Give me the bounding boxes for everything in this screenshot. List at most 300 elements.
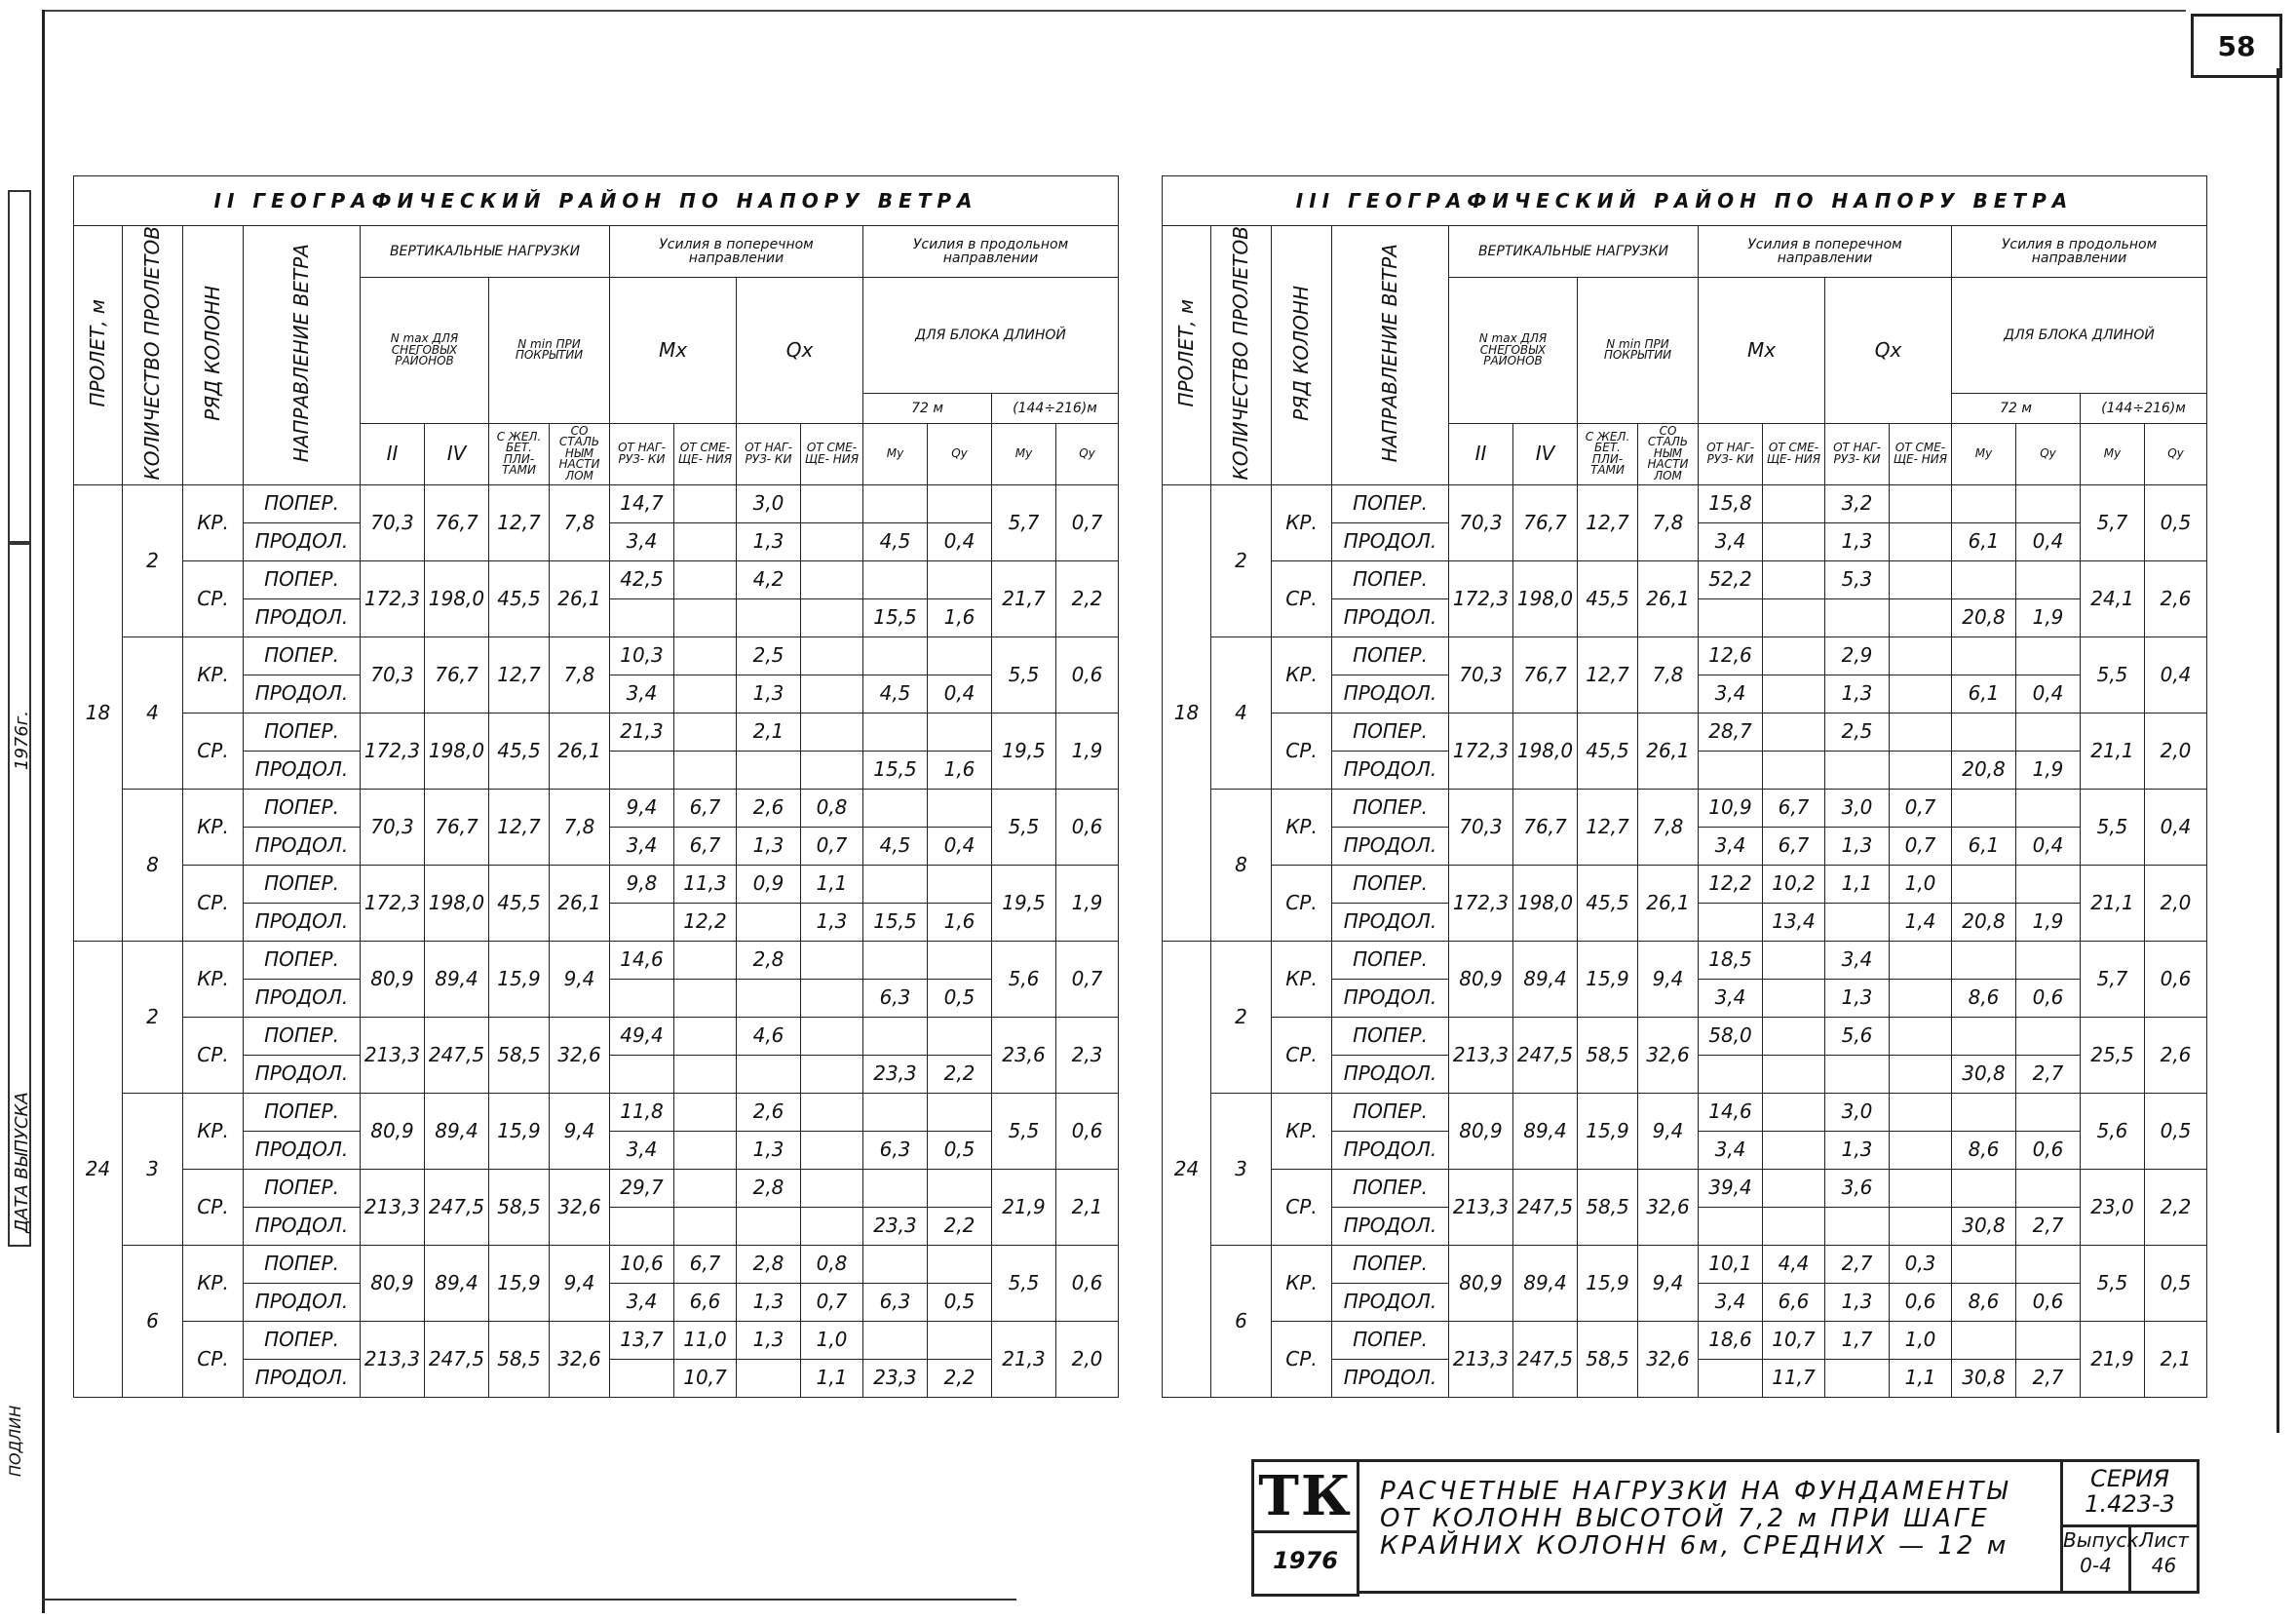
nmax-iv-value: 89,4 [1513,1245,1578,1321]
mx-load-value: 3,4 [610,1283,674,1321]
header-wind-direction [1332,226,1449,485]
nmin-rc-value: 15,9 [489,941,550,1017]
span-value: 24 [74,941,123,1397]
mx-shift-value: 6,6 [674,1283,737,1321]
my-72-value: 23,3 [863,1055,928,1093]
qx-load-value [737,1359,801,1397]
wind-direction-value: ПОПЕР. [1332,1093,1449,1131]
mx-load-value: 12,2 [1699,865,1763,903]
mx-load-value [610,1207,674,1245]
margin-stamp-top [8,190,31,545]
mx-shift-value [674,1169,737,1207]
nmin-steel-value: 32,6 [1638,1321,1699,1397]
qx-shift-value: 1,1 [801,865,863,903]
header-qy-72: Qy [2016,423,2081,484]
qy-144-value: 0,6 [2145,941,2207,1017]
mx-load-value [1699,1055,1763,1093]
my-144-value: 21,9 [2081,1321,2145,1397]
mx-load-value: 10,6 [610,1245,674,1283]
mx-shift-value [1763,1093,1825,1131]
wind-direction-value: ПОПЕР. [1332,789,1449,827]
mx-shift-value [674,522,737,560]
my-72-value [1952,1169,2016,1207]
bottom-stamp-label: ПОДЛИН [6,1405,24,1477]
my-144-value: 5,6 [2081,1093,2145,1169]
spans-count-value: 4 [123,636,183,789]
my-144-value: 5,5 [2081,789,2145,865]
wind-direction-value: ПОПЕР. [244,865,361,903]
my-72-value [1952,789,2016,827]
mx-load-value: 29,7 [610,1169,674,1207]
my-144-value: 5,5 [992,789,1056,865]
mx-shift-value: 6,6 [1763,1283,1825,1321]
my-72-value: 6,3 [863,1283,928,1321]
qy-72-value: 2,7 [2016,1207,2081,1245]
qx-load-value [1825,1055,1890,1093]
qx-load-value: 5,3 [1825,560,1890,598]
mx-load-value [1699,751,1763,789]
qy-72-value [928,1321,992,1359]
qx-shift-value [801,1093,863,1131]
qy-72-value: 0,5 [928,979,992,1017]
qy-144-value: 2,6 [2145,560,2207,636]
spans-count-value: 8 [1211,789,1272,941]
mx-load-value: 58,0 [1699,1017,1763,1055]
wind-direction-value: ПРОДОЛ. [244,1207,361,1245]
qx-shift-value [801,713,863,751]
header-steel-deck: СО СТАЛЬ НЫМ НАСТИ ЛОМ [1638,423,1699,484]
nmin-rc-value: 12,7 [489,636,550,713]
nmax-iv-value: 89,4 [425,1245,489,1321]
mx-load-value: 10,1 [1699,1245,1763,1283]
qx-load-value: 2,8 [737,1169,801,1207]
qx-shift-value: 0,8 [801,789,863,827]
mx-shift-value: 13,4 [1763,903,1825,941]
my-144-value: 21,9 [992,1169,1056,1245]
qx-shift-value [1890,1017,1952,1055]
table-title: II ГЕОГРАФИЧЕСКИЙ РАЙОН ПО НАПОРУ ВЕТРА [74,176,1119,226]
header-column-row-text: РЯД КОЛОНН [1289,285,1313,421]
my-72-value: 23,3 [863,1359,928,1397]
qx-shift-value [801,941,863,979]
nmax-iv-value: 89,4 [1513,941,1578,1017]
mx-shift-value [674,1093,737,1131]
header-span-text: ПРОЛЕТ, м [1174,298,1198,407]
nmin-steel-value: 32,6 [1638,1017,1699,1093]
date-label: ДАТА ВЫПУСКА [12,1092,32,1233]
wind-direction-value: ПРОДОЛ. [1332,598,1449,636]
wind-direction-value: ПОПЕР. [244,1093,361,1131]
header-span-text: ПРОЛЕТ, м [86,298,109,407]
header-column-row [183,226,244,485]
wind-direction-value: ПОПЕР. [1332,865,1449,903]
qy-72-value [928,713,992,751]
nmin-steel-value: 9,4 [550,1245,610,1321]
mx-load-value: 3,4 [610,827,674,865]
mx-load-value: 52,2 [1699,560,1763,598]
my-72-value [863,1093,928,1131]
nmin-rc-value: 58,5 [489,1169,550,1245]
header-count-text: КОЛИЧЕСТВО ПРОЛЕТОВ [140,226,164,481]
qy-144-value: 0,6 [1056,1245,1119,1321]
qy-72-value: 1,6 [928,751,992,789]
my-72-value: 4,5 [863,675,928,713]
qy-72-value: 1,9 [2016,903,2081,941]
mx-shift-value [674,751,737,789]
nmax-ii-value: 172,3 [361,713,425,789]
qx-shift-value [801,1017,863,1055]
spans-count-value: 8 [123,789,183,941]
qx-load-value: 1,3 [737,1131,801,1169]
nmin-steel-value: 9,4 [1638,1093,1699,1169]
series-value: 1.423-3 [2085,1490,2175,1519]
header-snow-iv: IV [425,423,489,484]
qx-shift-value: 0,3 [1890,1245,1952,1283]
header-mx-load: ОТ НАГ- РУЗ- КИ [610,423,674,484]
mx-load-value: 3,4 [610,1131,674,1169]
qx-shift-value: 1,4 [1890,903,1952,941]
header-longitudinal: Усилия в продольном направлении [863,226,1119,278]
qy-72-value [2016,941,2081,979]
qy-72-value [2016,636,2081,675]
qx-shift-value [801,751,863,789]
mx-shift-value [1763,598,1825,636]
span-value: 18 [74,484,123,941]
nmax-ii-value: 70,3 [1449,636,1513,713]
nmin-steel-value: 7,8 [550,484,610,560]
qx-load-value: 2,5 [737,636,801,675]
qy-72-value [928,636,992,675]
nmin-rc-value: 58,5 [489,1321,550,1397]
qy-72-value: 1,9 [2016,598,2081,636]
wind-direction-value: ПРОДОЛ. [244,1055,361,1093]
my-144-value: 23,0 [2081,1169,2145,1245]
my-144-value: 21,1 [2081,713,2145,789]
mx-shift-value [1763,636,1825,675]
nmin-rc-value: 15,9 [1578,1093,1638,1169]
qy-72-value: 2,7 [2016,1055,2081,1093]
wind-direction-value: ПРОДОЛ. [1332,979,1449,1017]
qy-144-value: 2,2 [2145,1169,2207,1245]
mx-load-value: 39,4 [1699,1169,1763,1207]
frame-left-line [42,10,45,1613]
qx-shift-value [1890,1207,1952,1245]
qx-load-value: 2,8 [737,1245,801,1283]
qy-72-value: 0,6 [2016,1131,2081,1169]
qy-72-value [2016,1017,2081,1055]
wind-direction-value: ПОПЕР. [244,636,361,675]
wind-direction-value: ПОПЕР. [1332,941,1449,979]
page-number: 58 [2191,14,2282,78]
qx-load-value [737,598,801,636]
nmin-steel-value: 26,1 [1638,713,1699,789]
mx-load-value: 14,6 [1699,1093,1763,1131]
header-144m: (144÷216)м [992,393,1119,423]
nmax-ii-value: 80,9 [361,1245,425,1321]
nmin-steel-value: 7,8 [550,636,610,713]
nmin-rc-value: 58,5 [1578,1169,1638,1245]
qx-load-value: 3,0 [1825,789,1890,827]
mx-shift-value [674,941,737,979]
frame-right-line [2277,68,2279,1433]
wind-direction-value: ПРОДОЛ. [1332,751,1449,789]
qx-shift-value [801,1131,863,1169]
table-region-ii [73,175,1119,1398]
column-row-value: КР. [183,636,244,713]
spans-count-value: 2 [123,484,183,636]
my-72-value [1952,865,2016,903]
nmax-iv-value: 247,5 [425,1321,489,1397]
header-transverse: Усилия в поперечном направлении [610,226,863,278]
mx-load-value: 10,3 [610,636,674,675]
my-144-value: 25,5 [2081,1017,2145,1093]
tk-logo: ТК [1251,1459,1359,1533]
qx-shift-value: 0,7 [801,827,863,865]
header-snow-iv: IV [1513,423,1578,484]
mx-shift-value [674,713,737,751]
qx-load-value [737,1055,801,1093]
qx-load-value: 4,6 [737,1017,801,1055]
nmax-ii-value: 80,9 [1449,1245,1513,1321]
sheet-box [2131,1527,2200,1594]
series-box [2063,1459,2200,1527]
qy-72-value: 0,4 [2016,827,2081,865]
mx-shift-value [1763,713,1825,751]
mx-shift-value: 12,2 [674,903,737,941]
qx-load-value: 0,9 [737,865,801,903]
qx-shift-value: 1,3 [801,903,863,941]
nmax-iv-value: 76,7 [425,636,489,713]
mx-shift-value: 11,3 [674,865,737,903]
header-wind-direction [244,226,361,485]
mx-load-value: 9,8 [610,865,674,903]
my-144-value: 21,1 [2081,865,2145,941]
nmax-iv-value: 89,4 [1513,1093,1578,1169]
nmax-iv-value: 247,5 [1513,1169,1578,1245]
qx-load-value: 2,7 [1825,1245,1890,1283]
span-value: 18 [1163,484,1211,941]
my-72-value [1952,1321,2016,1359]
qy-144-value: 2,2 [1056,560,1119,636]
nmax-iv-value: 198,0 [1513,713,1578,789]
header-snow-ii: II [1449,423,1513,484]
my-72-value: 6,3 [863,1131,928,1169]
nmax-ii-value: 70,3 [361,789,425,865]
wind-direction-value: ПРОДОЛ. [244,1359,361,1397]
qx-load-value: 1,3 [1825,827,1890,865]
qx-shift-value [801,560,863,598]
nmin-steel-value: 26,1 [550,713,610,789]
header-mx-shift: ОТ СМЕ- ЩЕ- НИЯ [1763,423,1825,484]
qy-72-value [928,1017,992,1055]
header-72m: 72 м [1952,393,2081,423]
mx-shift-value [1763,675,1825,713]
qx-load-value: 3,0 [1825,1093,1890,1131]
qx-shift-value [1890,1093,1952,1131]
nmax-iv-value: 198,0 [1513,865,1578,941]
qy-144-value: 0,4 [2145,789,2207,865]
header-qy-72: Qy [928,423,992,484]
column-row-value: СР. [1272,865,1332,941]
mx-load-value: 42,5 [610,560,674,598]
my-144-value: 5,7 [2081,484,2145,560]
column-row-value: СР. [183,713,244,789]
spans-count-value: 6 [1211,1245,1272,1397]
year-mark: 1976г. [12,711,32,770]
header-qx: Qx [1825,278,1952,424]
nmax-iv-value: 247,5 [1513,1017,1578,1093]
issue-box [2063,1527,2139,1594]
wind-direction-value: ПРОДОЛ. [1332,827,1449,865]
mx-shift-value [674,675,737,713]
title-block-year: 1976 [1251,1527,1359,1597]
mx-shift-value: 11,0 [674,1321,737,1359]
my-72-value: 20,8 [1952,903,2016,941]
qx-shift-value [1890,1055,1952,1093]
mx-shift-value [1763,1055,1825,1093]
mx-shift-value [1763,941,1825,979]
mx-shift-value [674,636,737,675]
qx-load-value: 1,3 [737,1321,801,1359]
qx-shift-value: 1,0 [1890,865,1952,903]
nmax-ii-value: 213,3 [1449,1321,1513,1397]
sheet-value: 46 [2151,1554,2177,1577]
nmax-iv-value: 76,7 [425,789,489,865]
my-72-value [1952,1017,2016,1055]
qy-144-value: 0,7 [1056,941,1119,1017]
qx-load-value: 3,4 [1825,941,1890,979]
qx-shift-value: 1,1 [801,1359,863,1397]
mx-shift-value [674,484,737,522]
mx-load-value: 14,7 [610,484,674,522]
qy-144-value: 2,0 [1056,1321,1119,1397]
spans-count-value: 2 [1211,484,1272,636]
mx-shift-value [1763,979,1825,1017]
header-qx-shift: ОТ СМЕ- ЩЕ- НИЯ [1890,423,1952,484]
qx-shift-value: 1,0 [801,1321,863,1359]
my-144-value: 5,5 [992,1093,1056,1169]
qx-shift-value [1890,484,1952,522]
header-mx: Mx [610,278,737,424]
header-nmax: N max ДЛЯ СНЕГОВЫХ РАЙОНОВ [361,278,489,424]
qy-144-value: 0,6 [1056,1093,1119,1169]
qy-72-value [2016,1321,2081,1359]
table-region-iii [1162,175,2207,1398]
spans-count-value: 4 [1211,636,1272,789]
header-count [123,226,183,485]
wind-direction-value: ПОПЕР. [1332,1321,1449,1359]
qy-72-value [928,1245,992,1283]
qx-shift-value [801,484,863,522]
spans-count-value: 2 [123,941,183,1093]
my-72-value [863,789,928,827]
qx-load-value [1825,598,1890,636]
nmin-rc-value: 15,9 [1578,1245,1638,1321]
my-144-value: 21,7 [992,560,1056,636]
header-snow-ii: II [361,423,425,484]
qx-shift-value: 0,7 [1890,789,1952,827]
mx-load-value: 21,3 [610,713,674,751]
my-72-value: 30,8 [1952,1055,2016,1093]
header-qx-load: ОТ НАГ- РУЗ- КИ [1825,423,1890,484]
header-count-text: КОЛИЧЕСТВО ПРОЛЕТОВ [1229,226,1252,481]
header-block-length: ДЛЯ БЛОКА ДЛИНОЙ [1952,278,2207,394]
header-nmin: N min ПРИ ПОКРЫТИИ [1578,278,1699,424]
header-144m: (144÷216)м [2081,393,2207,423]
mx-load-value [610,1055,674,1093]
header-mx: Mx [1699,278,1825,424]
nmin-rc-value: 45,5 [1578,560,1638,636]
my-72-value: 30,8 [1952,1359,2016,1397]
column-row-value: СР. [183,1017,244,1093]
wind-direction-value: ПРОДОЛ. [1332,1359,1449,1397]
mx-shift-value [1763,1207,1825,1245]
mx-load-value [1699,1207,1763,1245]
header-column-row [1272,226,1332,485]
qy-144-value: 2,1 [1056,1169,1119,1245]
sheet-label: Лист [2139,1528,2189,1552]
qx-shift-value [801,1207,863,1245]
mx-load-value: 3,4 [1699,522,1763,560]
nmax-iv-value: 76,7 [1513,636,1578,713]
mx-load-value: 3,4 [610,522,674,560]
qx-load-value: 4,2 [737,560,801,598]
mx-shift-value: 10,7 [674,1359,737,1397]
my-72-value [863,713,928,751]
wind-direction-value: ПОПЕР. [244,1321,361,1359]
qx-load-value: 3,0 [737,484,801,522]
wind-direction-value: ПОПЕР. [1332,1017,1449,1055]
qx-load-value: 1,3 [1825,675,1890,713]
mx-shift-value [1763,1131,1825,1169]
qy-72-value [2016,865,2081,903]
my-144-value: 21,3 [992,1321,1056,1397]
qx-load-value: 2,1 [737,713,801,751]
qy-72-value [928,789,992,827]
issue-value: 0-4 [2080,1554,2112,1577]
my-72-value: 20,8 [1952,751,2016,789]
qx-shift-value [1890,941,1952,979]
qx-load-value: 2,6 [737,789,801,827]
qy-144-value: 1,9 [1056,713,1119,789]
nmax-ii-value: 172,3 [1449,865,1513,941]
qx-load-value: 1,3 [1825,1131,1890,1169]
nmax-iv-value: 198,0 [425,713,489,789]
nmax-ii-value: 213,3 [1449,1169,1513,1245]
qx-shift-value [801,636,863,675]
qy-72-value: 0,4 [928,827,992,865]
my-144-value: 5,5 [2081,1245,2145,1321]
qy-144-value: 0,5 [2145,484,2207,560]
qx-load-value: 1,3 [737,675,801,713]
my-144-value: 5,5 [992,636,1056,713]
my-72-value [863,484,928,522]
my-72-value: 8,6 [1952,1131,2016,1169]
wind-direction-value: ПОПЕР. [244,560,361,598]
my-72-value [1952,636,2016,675]
nmin-steel-value: 9,4 [550,941,610,1017]
qy-144-value: 0,5 [2145,1245,2207,1321]
nmin-rc-value: 12,7 [489,484,550,560]
nmin-rc-value: 45,5 [489,560,550,636]
my-72-value: 8,6 [1952,979,2016,1017]
qx-shift-value [801,598,863,636]
nmax-ii-value: 80,9 [1449,941,1513,1017]
issue-label: Выпуск [2063,1528,2139,1552]
my-72-value [863,1017,928,1055]
my-72-value: 20,8 [1952,598,2016,636]
qy-144-value: 2,0 [2145,865,2207,941]
